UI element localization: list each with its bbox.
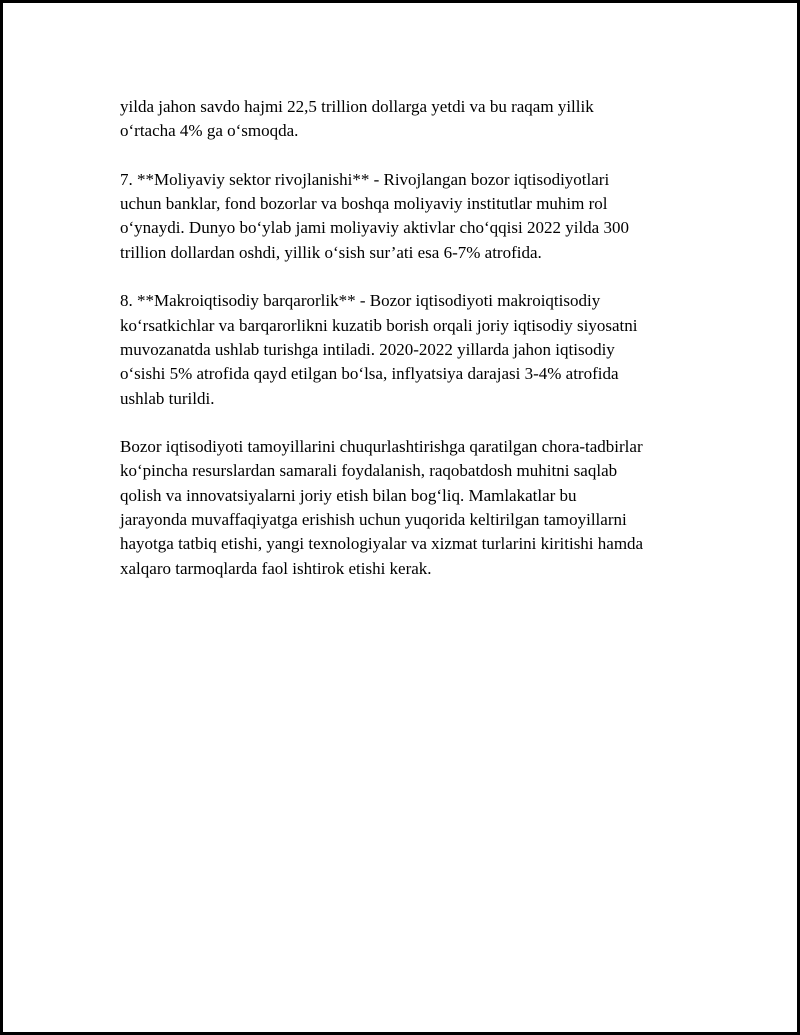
text-line: qolish va innovatsiyalarni joriy etish bilan bog‘liq. Mamlakatlar bu bbox=[120, 485, 577, 505]
text-line: 7. **Moliyaviy sektor rivojlanishi** - Rivojlangan bozor iqtisodiyotlari bbox=[120, 169, 610, 189]
text-line: ko‘pincha resurslardan samarali foydalanish, raqobatdosh muhitni saqlab bbox=[120, 461, 618, 481]
text-line: ushlab turildi. bbox=[120, 388, 215, 408]
text-line: muvozanatda ushlab turishga intiladi. 2020-2022 yillarda jahon iqtisodiy bbox=[120, 339, 615, 359]
text-line: o‘rtacha 4% ga o‘smoqda. bbox=[120, 121, 299, 141]
text-line: hayotga tatbiq etishi, yangi texnologiyalar va xizmat turlarini kiritishi hamda bbox=[120, 534, 644, 554]
paragraph-macro-stability bbox=[120, 289, 720, 410]
paragraph-conclusion bbox=[120, 435, 720, 581]
document-body bbox=[120, 95, 720, 605]
text-line: trillion dollardan oshdi, yillik o‘sish sur’ati esa 6-7% atrofida. bbox=[120, 242, 542, 262]
text-line: yilda jahon savdo hajmi 22,5 trillion dollarga yetdi va bu raqam yillik bbox=[120, 97, 594, 116]
paragraph-financial-sector bbox=[120, 168, 720, 265]
text-line: xalqaro tarmoqlarda faol ishtirok etishi kerak. bbox=[120, 558, 432, 578]
text-line: 8. **Makroiqtisodiy barqarorlik** - Bozor iqtisodiyoti makroiqtisodiy bbox=[120, 291, 601, 311]
text-line: o‘sishi 5% atrofida qayd etilgan bo‘lsa, inflyatsiya darajasi 3-4% atrofida bbox=[120, 364, 619, 384]
text-line: ko‘rsatkichlar va barqarorlikni kuzatib borish orqali joriy iqtisodiy siyosatni bbox=[120, 315, 638, 335]
text-line: Bozor iqtisodiyoti tamoyillarini chuqurlashtirishga qaratilgan chora-tadbirlar bbox=[120, 437, 643, 457]
text-line: o‘ynaydi. Dunyo bo‘ylab jami moliyaviy aktivlar cho‘qqisi 2022 yilda 300 bbox=[120, 218, 629, 238]
text-line: uchun banklar, fond bozorlar va boshqa moliyaviy institutlar muhim rol bbox=[120, 194, 608, 214]
paragraph-trade-volume bbox=[120, 95, 720, 144]
text-line: jarayonda muvaffaqiyatga erishish uchun yuqorida keltirilgan tamoyillarni bbox=[120, 510, 627, 530]
